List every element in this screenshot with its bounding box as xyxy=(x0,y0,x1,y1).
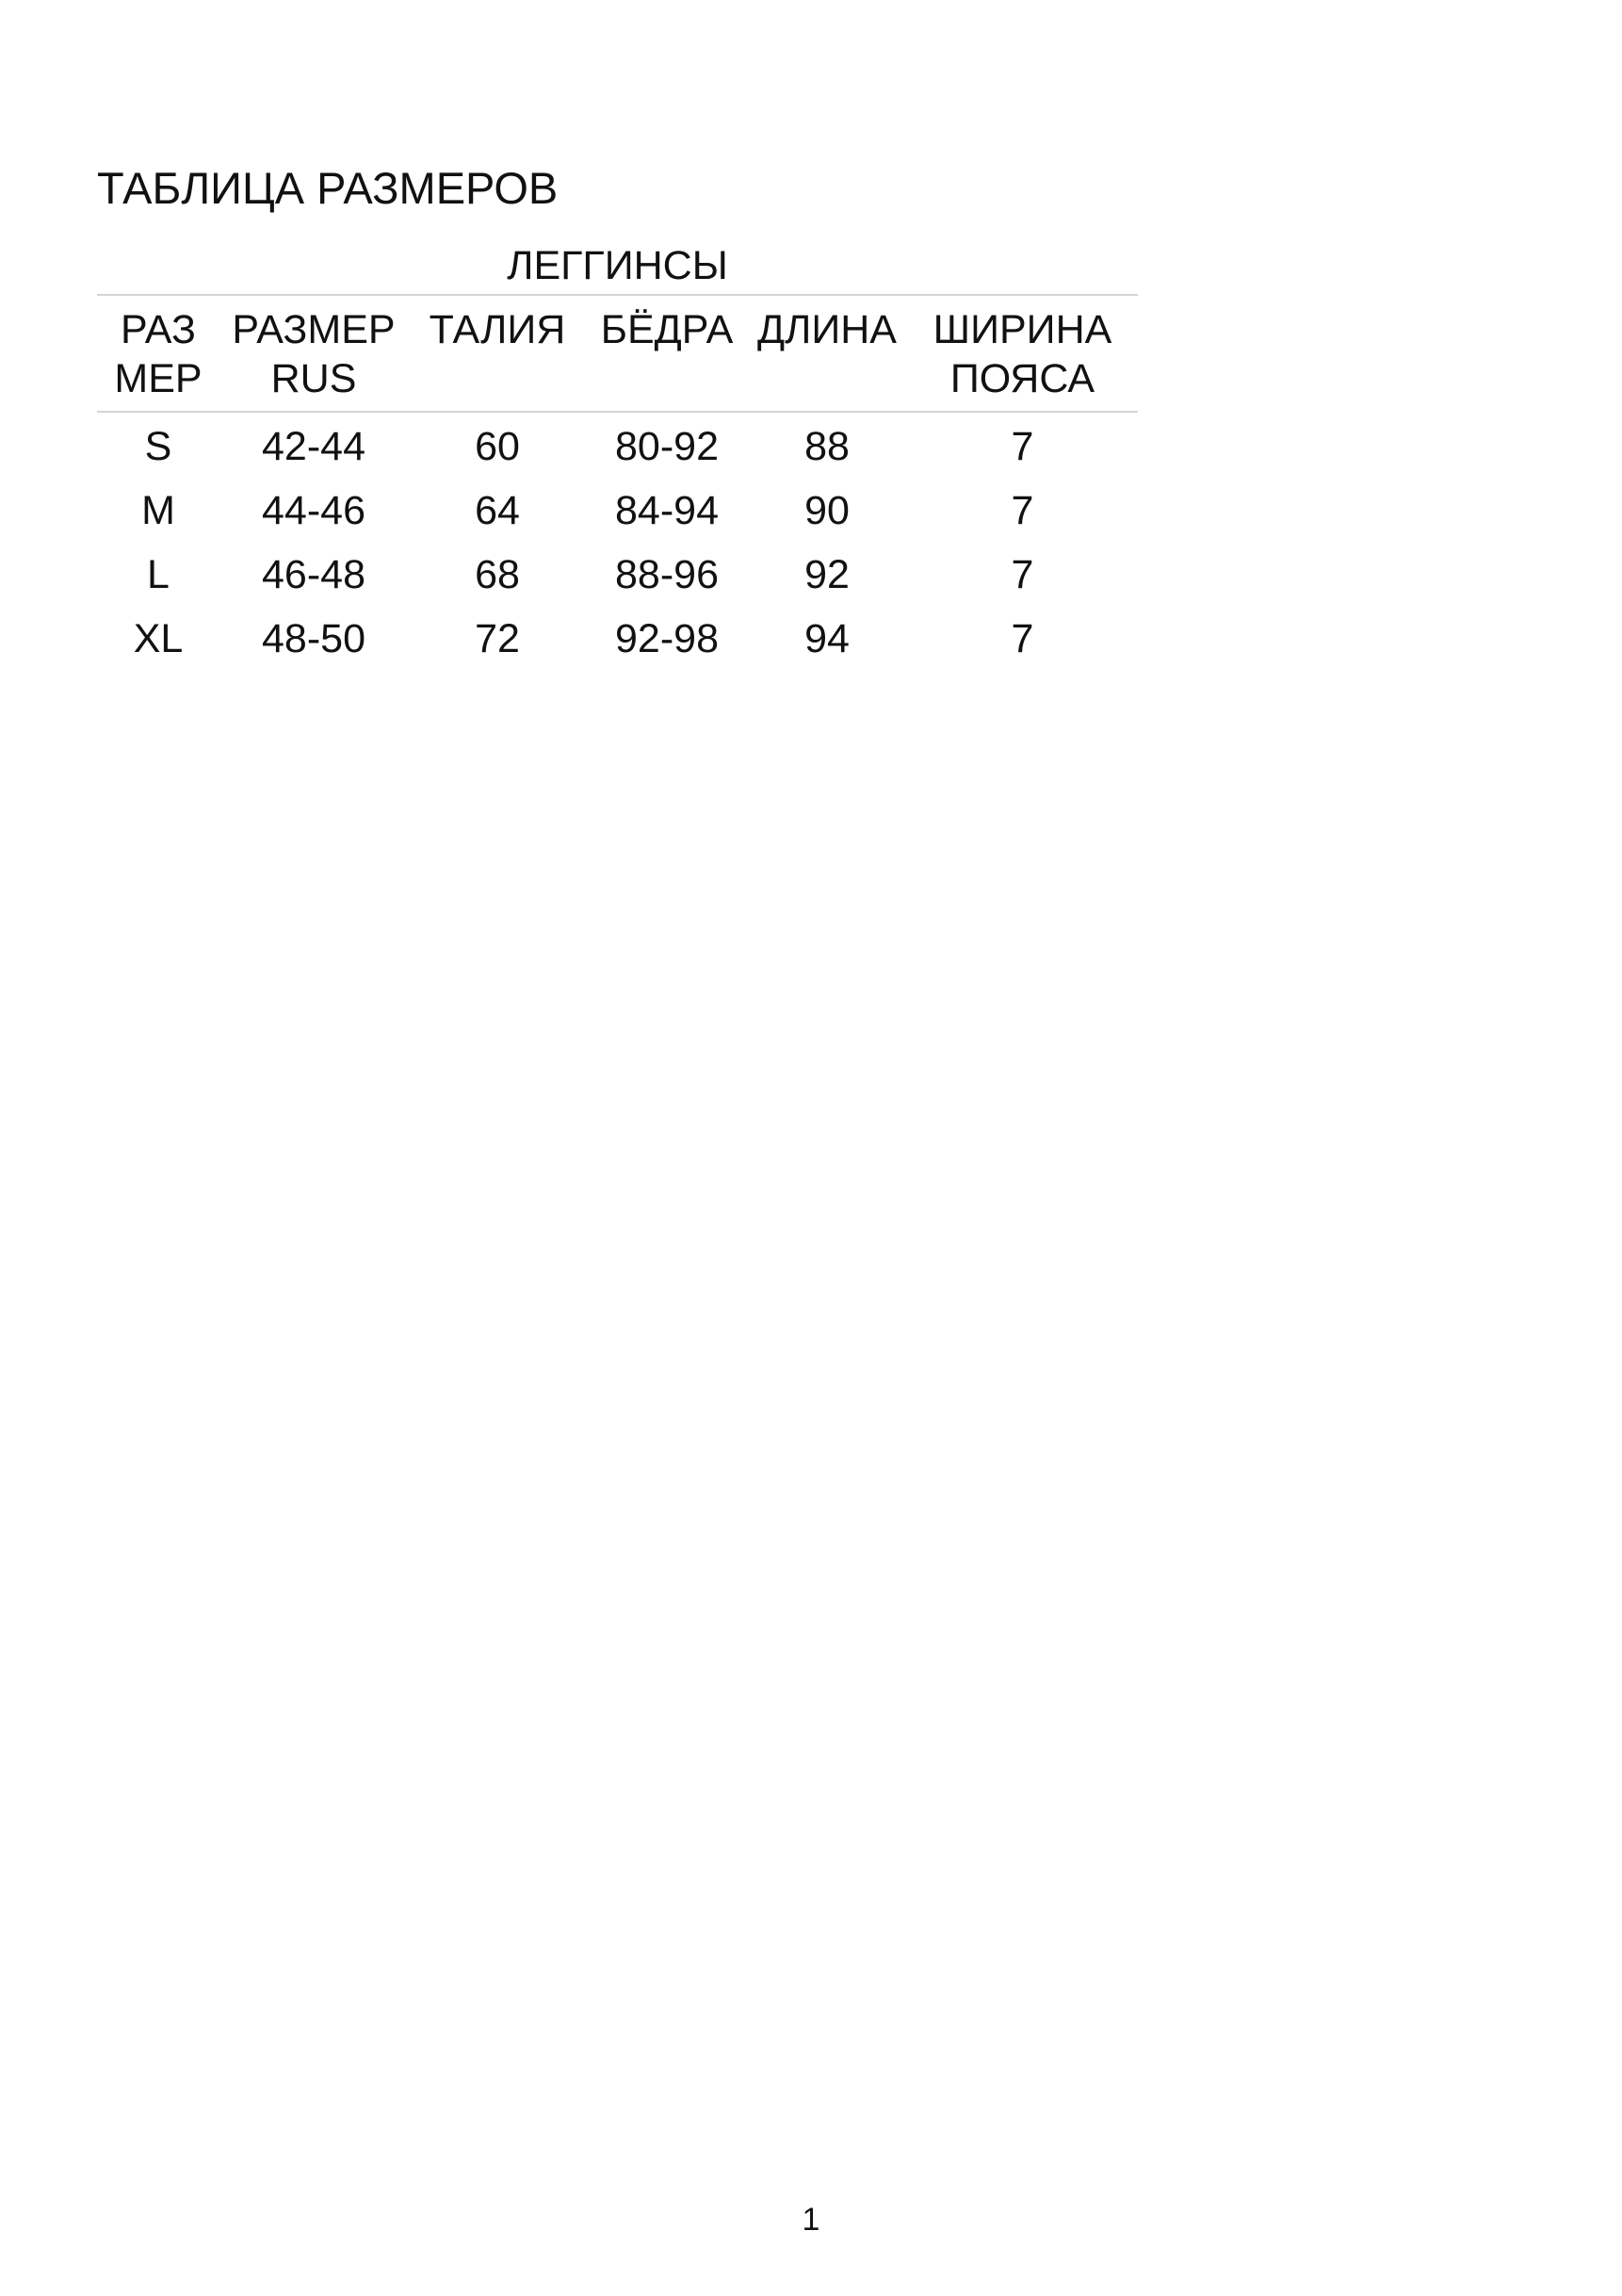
table-cell: 7 xyxy=(1011,552,1034,597)
table-cell: L xyxy=(147,552,170,597)
column-header-size-rus xyxy=(219,295,408,412)
column-header-line: ПОЯСА xyxy=(949,356,1095,401)
page-number: 1 xyxy=(802,2202,820,2238)
table-cell: 42-44 xyxy=(262,424,365,469)
column-header-line: ШИРИНА xyxy=(933,307,1112,352)
table-cell: 94 xyxy=(804,616,850,661)
table-cell: M xyxy=(141,488,175,533)
column-header-line: БЁДРА xyxy=(600,307,734,352)
table-header-row xyxy=(97,295,1138,412)
table-cell: S xyxy=(144,424,172,469)
table-cell: 68 xyxy=(475,552,520,597)
column-header-waistband-width xyxy=(907,295,1138,412)
table-cell: 84-94 xyxy=(615,488,719,533)
table-caption: ЛЕГГИНСЫ xyxy=(97,237,1138,295)
table-caption-row xyxy=(97,237,1138,295)
table-cell: 7 xyxy=(1011,488,1034,533)
table-cell: XL xyxy=(133,616,184,661)
size-table xyxy=(97,237,1138,671)
table-row xyxy=(97,543,1138,607)
table-cell: 88-96 xyxy=(615,552,719,597)
table-row xyxy=(97,412,1138,479)
column-header-length xyxy=(747,295,907,412)
table-cell: 7 xyxy=(1011,616,1034,661)
table-cell: 44-46 xyxy=(262,488,365,533)
column-header-waist xyxy=(408,295,587,412)
table-cell: 88 xyxy=(804,424,850,469)
table-cell: 72 xyxy=(475,616,520,661)
table-cell: 46-48 xyxy=(262,552,365,597)
page-title: ТАБЛИЦА РАЗМЕРОВ xyxy=(97,163,559,213)
table-row xyxy=(97,479,1138,543)
table-cell: 92 xyxy=(804,552,850,597)
table-cell: 48-50 xyxy=(262,616,365,661)
column-header-line: РАЗМЕР xyxy=(232,307,396,352)
table-row xyxy=(97,607,1138,671)
column-header-line: RUS xyxy=(270,356,357,401)
table-cell: 64 xyxy=(475,488,520,533)
table-cell: 7 xyxy=(1011,424,1034,469)
column-header-line: ТАЛИЯ xyxy=(429,307,566,352)
table-cell: 90 xyxy=(804,488,850,533)
column-header-line: МЕР xyxy=(114,356,203,401)
column-header-size xyxy=(97,295,219,412)
column-header-line: РАЗ xyxy=(121,307,196,352)
column-header-line: ДЛИНА xyxy=(757,307,897,352)
column-header-hips xyxy=(587,295,747,412)
table-cell: 60 xyxy=(475,424,520,469)
table-cell: 80-92 xyxy=(615,424,719,469)
table-cell: 92-98 xyxy=(615,616,719,661)
